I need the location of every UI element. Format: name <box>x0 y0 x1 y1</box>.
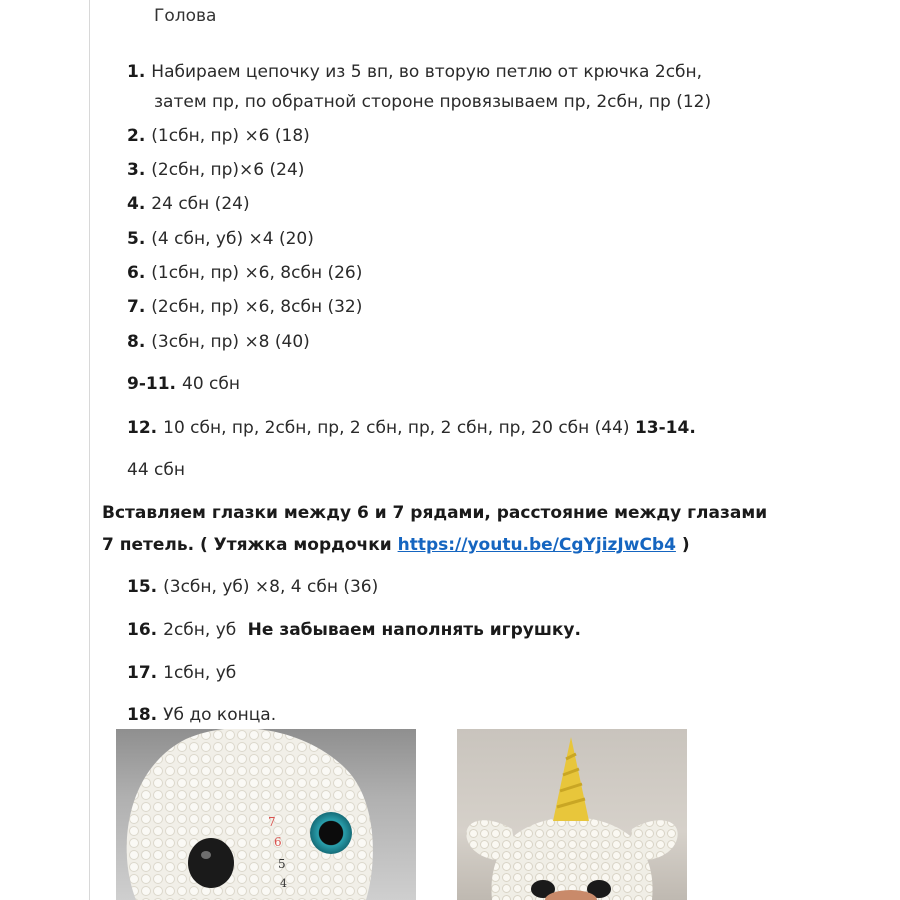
list-item <box>127 458 185 482</box>
row-number: 12. <box>127 418 158 438</box>
row-text: 10 сбн, пр, 2сбн, пр, 2 сбн, пр, 2 сбн, пр, 20 сбн (44) <box>163 418 630 438</box>
left-eye-icon <box>188 838 234 888</box>
row-number: 17. <box>127 663 158 683</box>
row-text: (1сбн, пр) ×6, 8сбн (26) <box>151 263 363 283</box>
row-number: 4. <box>127 194 146 214</box>
page-edge-line <box>89 0 90 900</box>
horn-icon <box>553 737 589 821</box>
instruction-note-line-2 <box>102 530 690 560</box>
row-text: (1сбн, пр) ×6 (18) <box>151 126 310 146</box>
row-text: (3сбн, уб) ×8, 4 сбн (36) <box>163 577 379 597</box>
instruction-note-line-1: Вставляем глазки между 6 и 7 рядами, расстояние между глазами <box>102 503 768 523</box>
unicorn-head-shape <box>491 817 652 900</box>
list-item <box>127 227 314 251</box>
row-mark: 6 <box>274 835 282 849</box>
photo-unicorn-head <box>457 729 687 900</box>
list-item <box>127 661 236 685</box>
row-number: 9-11. <box>127 374 176 394</box>
row-text: (2сбн, пр)×6 (24) <box>151 160 305 180</box>
row-text: (3сбн, пр) ×8 (40) <box>151 332 310 352</box>
list-item <box>127 192 250 216</box>
note-suffix: ) <box>675 535 690 555</box>
list-item <box>127 416 696 440</box>
plush-head-illustration <box>116 729 416 900</box>
section-title: Голова <box>154 6 217 26</box>
photo-head-eyes <box>116 729 416 900</box>
row-number: 6. <box>127 263 146 283</box>
row-number: 18. <box>127 705 158 725</box>
row-text: 40 сбн <box>182 374 240 394</box>
list-item <box>127 261 362 285</box>
row-number: 16. <box>127 620 158 640</box>
row-mark: 4 <box>280 877 287 890</box>
row-text: 1сбн, уб <box>163 663 237 683</box>
row-text: Набираем цепочку из 5 вп, во вторую петлю от крючка 2сбн, <box>151 62 703 82</box>
row-number: 3. <box>127 160 146 180</box>
row-text: 2сбн, уб <box>163 620 237 640</box>
list-item <box>127 158 304 182</box>
row-text: 44 сбн <box>127 460 185 480</box>
row-number: 7. <box>127 297 146 317</box>
row-mark: 7 <box>268 815 276 829</box>
list-item <box>127 703 276 727</box>
row-text: 24 сбн (24) <box>151 194 250 214</box>
row-text: затем пр, по обратной стороне провязываем пр, 2сбн, пр (12) <box>154 92 712 112</box>
list-item <box>127 124 310 148</box>
row-number: 1. <box>127 62 146 82</box>
row-number-tail: 13-14. <box>634 418 696 438</box>
row-number: 5. <box>127 229 146 249</box>
note-prefix: 7 петель. ( Утяжка мордочки <box>102 535 398 555</box>
video-link[interactable]: https://youtu.be/CgYjizJwCb4 <box>397 535 676 555</box>
stuffing-reminder: Не забываем наполнять игрушку. <box>247 620 581 640</box>
list-item <box>127 372 240 396</box>
list-item <box>154 90 711 114</box>
list-item <box>127 618 581 642</box>
unicorn-illustration <box>457 729 687 900</box>
row-text: (4 сбн, уб) ×4 (20) <box>151 229 314 249</box>
row-number: 15. <box>127 577 158 597</box>
list-item <box>127 330 310 354</box>
row-number: 8. <box>127 332 146 352</box>
list-item <box>127 575 378 599</box>
list-item <box>127 60 702 84</box>
row-text: (2сбн, пр) ×6, 8сбн (32) <box>151 297 363 317</box>
row-number: 2. <box>127 126 146 146</box>
row-text: Уб до конца. <box>163 705 277 725</box>
row-mark: 5 <box>278 857 286 871</box>
list-item <box>127 295 362 319</box>
